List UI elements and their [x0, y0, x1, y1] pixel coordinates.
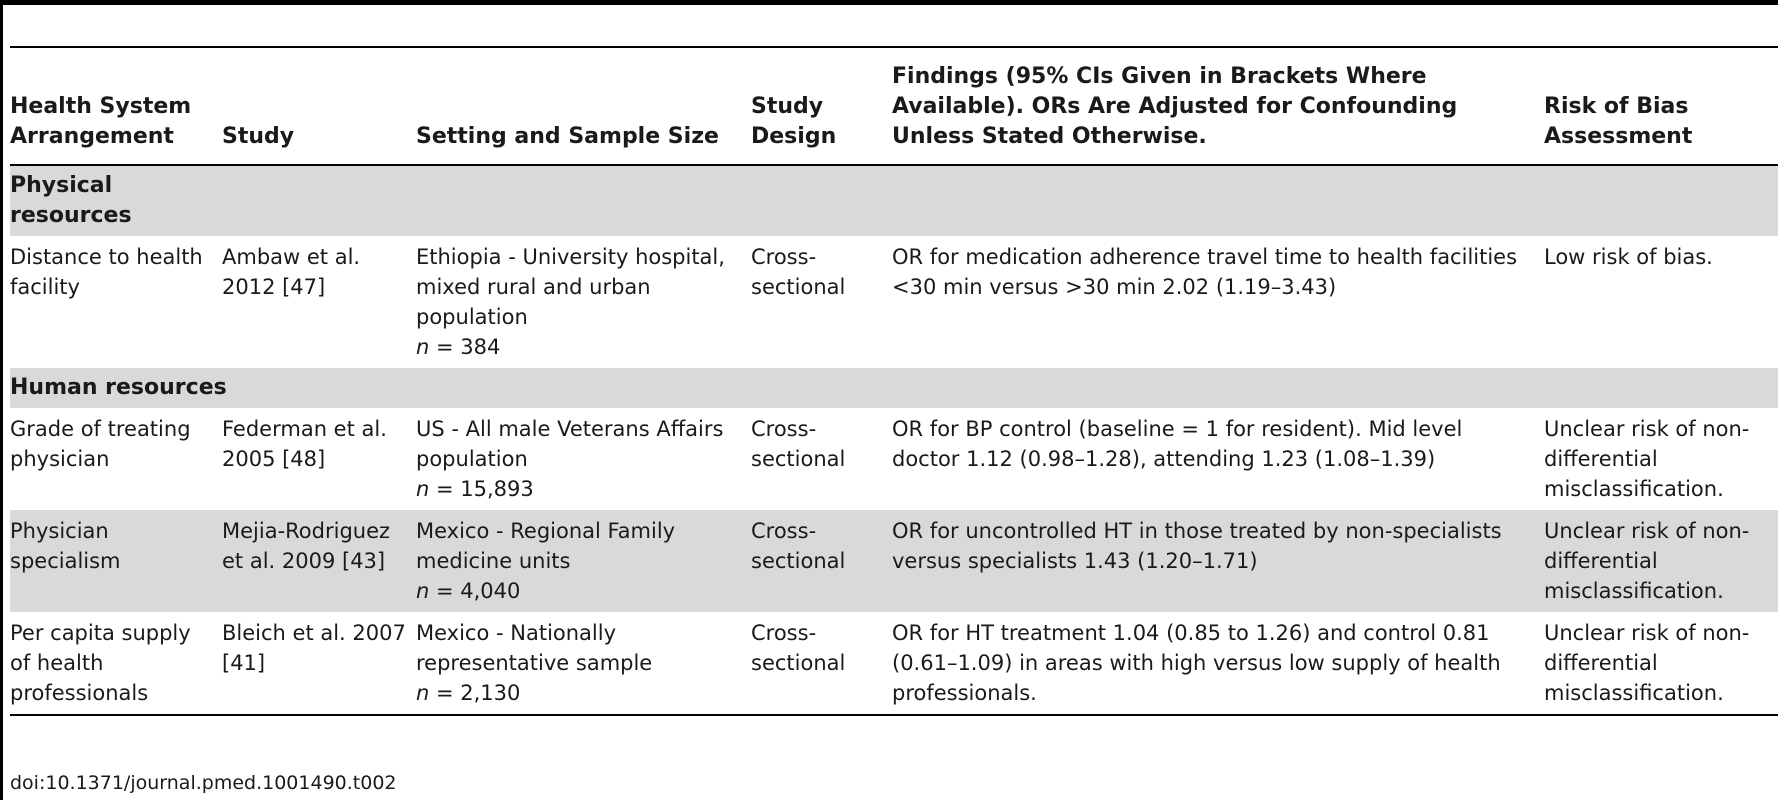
section-header-human [10, 368, 1778, 408]
sample-n-value: = 2,130 [429, 681, 521, 705]
cell-findings: OR for medication adherence travel time to health facilities <30 min versus >30 min 2.02 (1.19–3.43) [892, 245, 1518, 299]
header-setting: Setting and Sample Size [416, 124, 719, 149]
left-border [0, 0, 3, 800]
table-container [10, 46, 1778, 716]
cell-bias: Low risk of bias. [1544, 245, 1713, 269]
cell-bias: Unclear risk of non-differential misclassification. [1544, 621, 1750, 705]
table-header-row [10, 47, 1778, 165]
cell-design: Cross-sectional [751, 510, 892, 612]
table-row [10, 612, 1778, 715]
section-title: Physical resources [10, 165, 222, 236]
cell-design: Cross-sectional [751, 245, 846, 299]
cell-findings: OR for uncontrolled HT in those treated by non-specialists versus specialists 1.43 (1.20–1.71) [892, 510, 1544, 612]
cell-bias: Unclear risk of non-differential misclassification. [1544, 510, 1778, 612]
sample-n-label: n [416, 477, 430, 501]
cell-arrangement: Grade of treating physician [10, 417, 191, 471]
section-title: Human resources [10, 368, 416, 408]
sample-n-label: n [416, 579, 430, 603]
cell-setting [416, 612, 751, 715]
setting-text: Ethiopia - University hospital, mixed rural and urban population [416, 245, 725, 329]
cell-findings: OR for HT treatment 1.04 (0.85 to 1.26) and control 0.81 (0.61–1.09) in areas with high versus low supply of health professionals. [892, 621, 1501, 705]
sample-n-label: n [416, 335, 430, 359]
header-findings: Findings (95% CIs Given in Brackets Where Available). ORs Are Adjusted for Confounding Unless Stated Otherwise. [892, 64, 1458, 149]
header-study: Study [222, 124, 295, 149]
sample-n-value: = 4,040 [429, 579, 521, 603]
setting-text: Mexico - Regional Family medicine units [416, 519, 676, 573]
header-design: Study Design [751, 94, 837, 149]
sample-n-value: = 384 [429, 335, 501, 359]
cell-study: Mejia-Rodriguez et al. 2009 [43] [222, 510, 416, 612]
cell-setting [416, 408, 751, 510]
cell-study: Bleich et al. 2007 [41] [222, 621, 406, 675]
top-border [0, 0, 1778, 5]
cell-findings: OR for BP control (baseline = 1 for resident). Mid level doctor 1.12 (0.98–1.28), attending 1.23 (1.08–1.39) [892, 417, 1463, 471]
cell-design: Cross-sectional [751, 417, 846, 471]
cell-bias: Unclear risk of non-differential misclassification. [1544, 417, 1750, 501]
setting-text: US - All male Veterans Affairs population [416, 417, 724, 471]
cell-study: Federman et al. 2005 [48] [222, 417, 387, 471]
sample-n-label: n [416, 681, 430, 705]
doi-footnote: doi:10.1371/journal.pmed.1001490.t002 [10, 772, 397, 794]
table-row [10, 236, 1778, 368]
cell-arrangement: Physician specialism [10, 510, 222, 612]
cell-study: Ambaw et al. 2012 [47] [222, 245, 361, 299]
sample-n-value: = 15,893 [429, 477, 534, 501]
header-bias: Risk of Bias Assessment [1544, 94, 1693, 149]
cell-design: Cross-sectional [751, 621, 846, 675]
cell-setting [416, 510, 751, 612]
section-header-physical [10, 165, 1778, 236]
table-row [10, 510, 1778, 612]
table-row [10, 408, 1778, 510]
health-system-table [10, 46, 1778, 716]
cell-arrangement: Distance to health facility [10, 245, 203, 299]
header-arrangement: Health System Arrangement [10, 94, 192, 149]
cell-setting [416, 236, 751, 368]
setting-text: Mexico - Nationally representative sample [416, 621, 653, 675]
cell-arrangement: Per capita supply of health professionals [10, 621, 191, 705]
